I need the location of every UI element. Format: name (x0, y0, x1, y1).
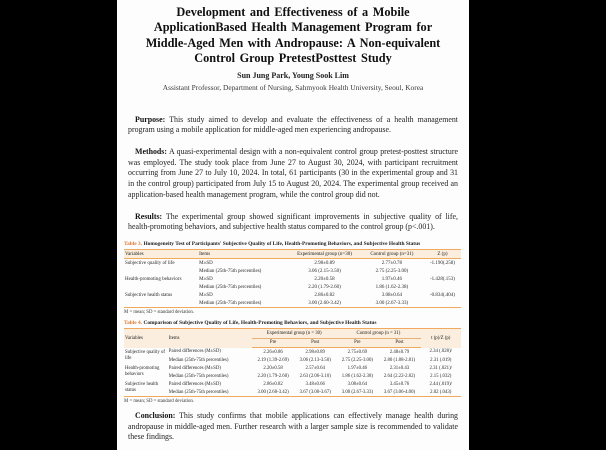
table-cell: 3.06 (2.15-3.50) (308, 268, 341, 274)
table3-col-variables: Variables (124, 249, 198, 258)
table4-header-row-1 (124, 329, 461, 338)
conclusion-text: This study confirms that mobile applications can effectively manage health during andropause in middle-aged men. Further research with a larger sample size is recommended to validate these findings. (128, 411, 458, 442)
tables-section (117, 241, 469, 404)
table-row (124, 283, 461, 291)
table-cell: 2.86±0.82 (314, 292, 335, 298)
table4-caption-text: Comparison of Subjective Quality of Life, Health-Promoting Behaviors, and Subjective Health Status (143, 320, 377, 327)
abstract-section (117, 115, 469, 233)
title-line-1: Development and Effectiveness of a Mobile (176, 5, 410, 19)
table-cell: 3.45±0.76 (389, 381, 410, 387)
table-cell: -0.834(.404) (429, 292, 455, 298)
table-cell: Subjective quality of life (125, 350, 165, 361)
table-cell: 2.98±0.89 (305, 349, 325, 355)
purpose-paragraph (128, 115, 458, 136)
table-cell: 3.06 (2.13-3.50) (299, 357, 331, 363)
table-cell: 2.63 (2.06-3.10) (299, 373, 331, 379)
table-cell: 3.67 (3.06-4.00) (383, 389, 416, 395)
table-cell: 2.77±0.78 (381, 260, 402, 266)
table-row (124, 372, 461, 380)
methods-label: Methods: (135, 147, 167, 157)
table4-caption-label: Table 4. (124, 320, 143, 327)
table4-comparison (124, 328, 461, 397)
table3-col-items: Items (198, 249, 289, 258)
table-cell: Paired differences (M±SD) (168, 349, 221, 355)
table4-col-items: Items (168, 329, 252, 348)
table-cell: 2.57±0.64 (305, 365, 325, 371)
table-cell (124, 283, 198, 291)
authors-line: Sun Jung Park, Young Sook Lim (237, 70, 349, 80)
table3-col-experimental: Experimental group (n=30) (289, 249, 360, 258)
table3-col-zp: Z (p) (424, 249, 461, 258)
table-cell: M±SD (199, 260, 213, 266)
paper-title (117, 5, 469, 67)
table-cell: Subjective health status (125, 292, 173, 298)
table-cell: -1.190(.258) (429, 260, 455, 266)
table4-col-experimental-group: Experimental group (n = 30) (252, 329, 336, 338)
table-cell: 2.98±0.89 (314, 260, 335, 266)
table-cell: 1.97±0.46 (347, 365, 368, 371)
table-cell: 2.15 (.032) (430, 373, 452, 379)
table-cell: 2.20 (1.79-2.60) (308, 284, 341, 290)
title-line-2: ApplicationBased Health Management Program for (153, 20, 433, 35)
results-text: The experimental group showed significant improvements in subjective quality of life, health-promoting behaviors, and subjective health status compared to the control group (p<.001). (128, 211, 458, 232)
table-cell: 2.80 (1.88-2.81) (383, 357, 416, 363)
purpose-text: This study aimed to develop and evaluate the effectiveness of a health management program using a mobile application for middle-aged men experiencing andropause. (128, 114, 458, 135)
table-cell (124, 267, 198, 275)
table-row (124, 275, 461, 283)
table3-caption (124, 241, 461, 248)
table-cell: 2.02 (.043) (430, 389, 452, 395)
table-cell: Median (25th-75th percentiles) (168, 373, 229, 379)
table-cell: 2.19 (1.39-2.69) (257, 357, 289, 363)
table-cell: 2.20±0.58 (314, 276, 335, 282)
table-row (124, 364, 461, 372)
table-cell: Subjective health status (125, 382, 159, 394)
results-paragraph (128, 212, 458, 233)
table-cell: M±SD (199, 276, 213, 282)
methods-text: A quasi-experimental design with a non-equivalent control group pretest-posttest structure was employed. The study took place from June 27 to August 30, 2024, with participant recruitment occurring from June 27 to July 10, 2024. In total, 61 participants (30 in the experimental group and 31 in the control group) participated from July 15 to August 20, 2024. The experimental group received an application-based health management program, while the control group did not. (128, 147, 458, 199)
purpose-label: Purpose: (135, 114, 166, 124)
results-label: Results: (135, 211, 163, 221)
table4-col-stat: t (p)/Z (p) (421, 329, 461, 348)
table4-col-exp-pre: Pre (252, 338, 294, 347)
table-cell: M±SD (199, 292, 213, 298)
table-cell: 2.75 (2.25-3.00) (341, 357, 373, 363)
conclusion-paragraph (128, 411, 458, 443)
table-cell: 1.86 (1.62-2.38) (375, 284, 409, 290)
table-cell: 2.86±0.82 (263, 381, 283, 387)
table-cell: Paired differences (M±SD) (168, 381, 221, 387)
table-cell: 2.75±0.69 (347, 349, 368, 355)
table4-footnote: M = mean; SD = standard deviation. (124, 399, 195, 405)
table-cell: 3.08±0.64 (381, 292, 402, 298)
table-row (124, 348, 461, 357)
table-cell: Paired differences (M±SD) (168, 365, 221, 371)
table-cell: 2.20 (1.79-2.60) (257, 373, 289, 379)
table-cell: Median (25th-75th percentiles) (199, 268, 262, 274)
table-cell: 2.75 (2.25-3.00) (375, 268, 409, 274)
table4-col-exp-post: Post (294, 338, 336, 347)
table-row (124, 291, 461, 299)
table-cell (424, 299, 461, 308)
table-cell (424, 267, 461, 275)
table-cell: -1.428(.153) (429, 276, 455, 282)
table-cell: 3.48±0.66 (305, 381, 325, 387)
table3-caption-label: Table 3. (124, 240, 143, 247)
table-cell: 2.20±0.58 (263, 365, 283, 371)
table-cell: 2.44 (.019)/ (429, 381, 453, 387)
affiliation-line: Assistant Professor, Department of Nursing, Sahmyook Health University, Seoul, Korea (162, 82, 424, 92)
table-cell: 3.00 (2.67-3.33) (375, 300, 409, 306)
table-cell: Median (25th-75th percentiles) (199, 300, 262, 306)
table-cell: 2.31 (.021)/ (429, 365, 453, 371)
table-cell: 2.34 (.028)/ (429, 349, 453, 355)
table-cell: Median (25th-75th percentiles) (168, 357, 229, 363)
title-line-4: Control Group PretestPosttest Study (194, 51, 392, 66)
table4-col-ctrl-pre: Pre (336, 338, 378, 347)
table-cell: 3.00 (2.60-3.42) (308, 300, 341, 306)
table-cell: 2.26±0.86 (263, 349, 283, 355)
methods-paragraph (128, 147, 458, 201)
paper-page (117, 0, 469, 450)
table-cell: 2.48±0.79 (389, 349, 410, 355)
table-row (124, 267, 461, 275)
table3-footnote: M = mean; SD = standard deviation. (124, 310, 195, 316)
table-cell: 1.86 (1.62-2.38) (341, 373, 373, 379)
table-row (124, 356, 461, 364)
table-cell: 2.31 (.019) (430, 357, 452, 363)
table-cell: Median (25th-75th percentiles) (168, 389, 229, 395)
table4-col-control-group: Control group (n = 31) (336, 329, 420, 338)
table-row (124, 388, 461, 397)
table-cell: 3.00 (2.60-3.42) (257, 389, 289, 395)
table-cell: Median (25th-75th percentiles) (199, 284, 262, 290)
table3-caption-text: Homogeneity Test of Participants' Subjective Quality of Life, Health-Promoting Behaviors, and Subjective Health Status (143, 240, 421, 247)
table3-header-row (124, 249, 461, 258)
table-cell: Subjective quality of life (125, 260, 175, 266)
table4-caption (124, 320, 461, 327)
table-row (124, 380, 461, 388)
table-cell: 3.00 (2.67-3.33) (341, 389, 373, 395)
table-cell: 2.64 (2.22-2.82) (383, 373, 416, 379)
table-cell (124, 299, 198, 308)
title-line-3: Middle-Aged Men with Andropause: A Non-equivalent (145, 35, 441, 50)
conclusion-label: Conclusion: (135, 411, 176, 421)
table-cell: Health-promoting behaviors (125, 276, 182, 282)
table-cell (424, 283, 461, 291)
table-cell: 2.31±0.43 (389, 365, 410, 371)
table-cell: 3.08±0.64 (347, 381, 368, 387)
table3-col-control: Control group (n=31) (360, 249, 424, 258)
table3-homogeneity-test (124, 249, 461, 308)
table-row (124, 299, 461, 308)
table-row (124, 259, 461, 268)
table4-col-variables: Variables (124, 329, 168, 348)
table-cell: Health-promoting behaviors (125, 366, 160, 378)
conclusion-section (117, 411, 469, 443)
table-cell: 1.97±0.46 (381, 276, 402, 282)
table-cell: 3.67 (3.00-3.67) (299, 389, 331, 395)
table4-col-ctrl-post: Post (378, 338, 420, 347)
